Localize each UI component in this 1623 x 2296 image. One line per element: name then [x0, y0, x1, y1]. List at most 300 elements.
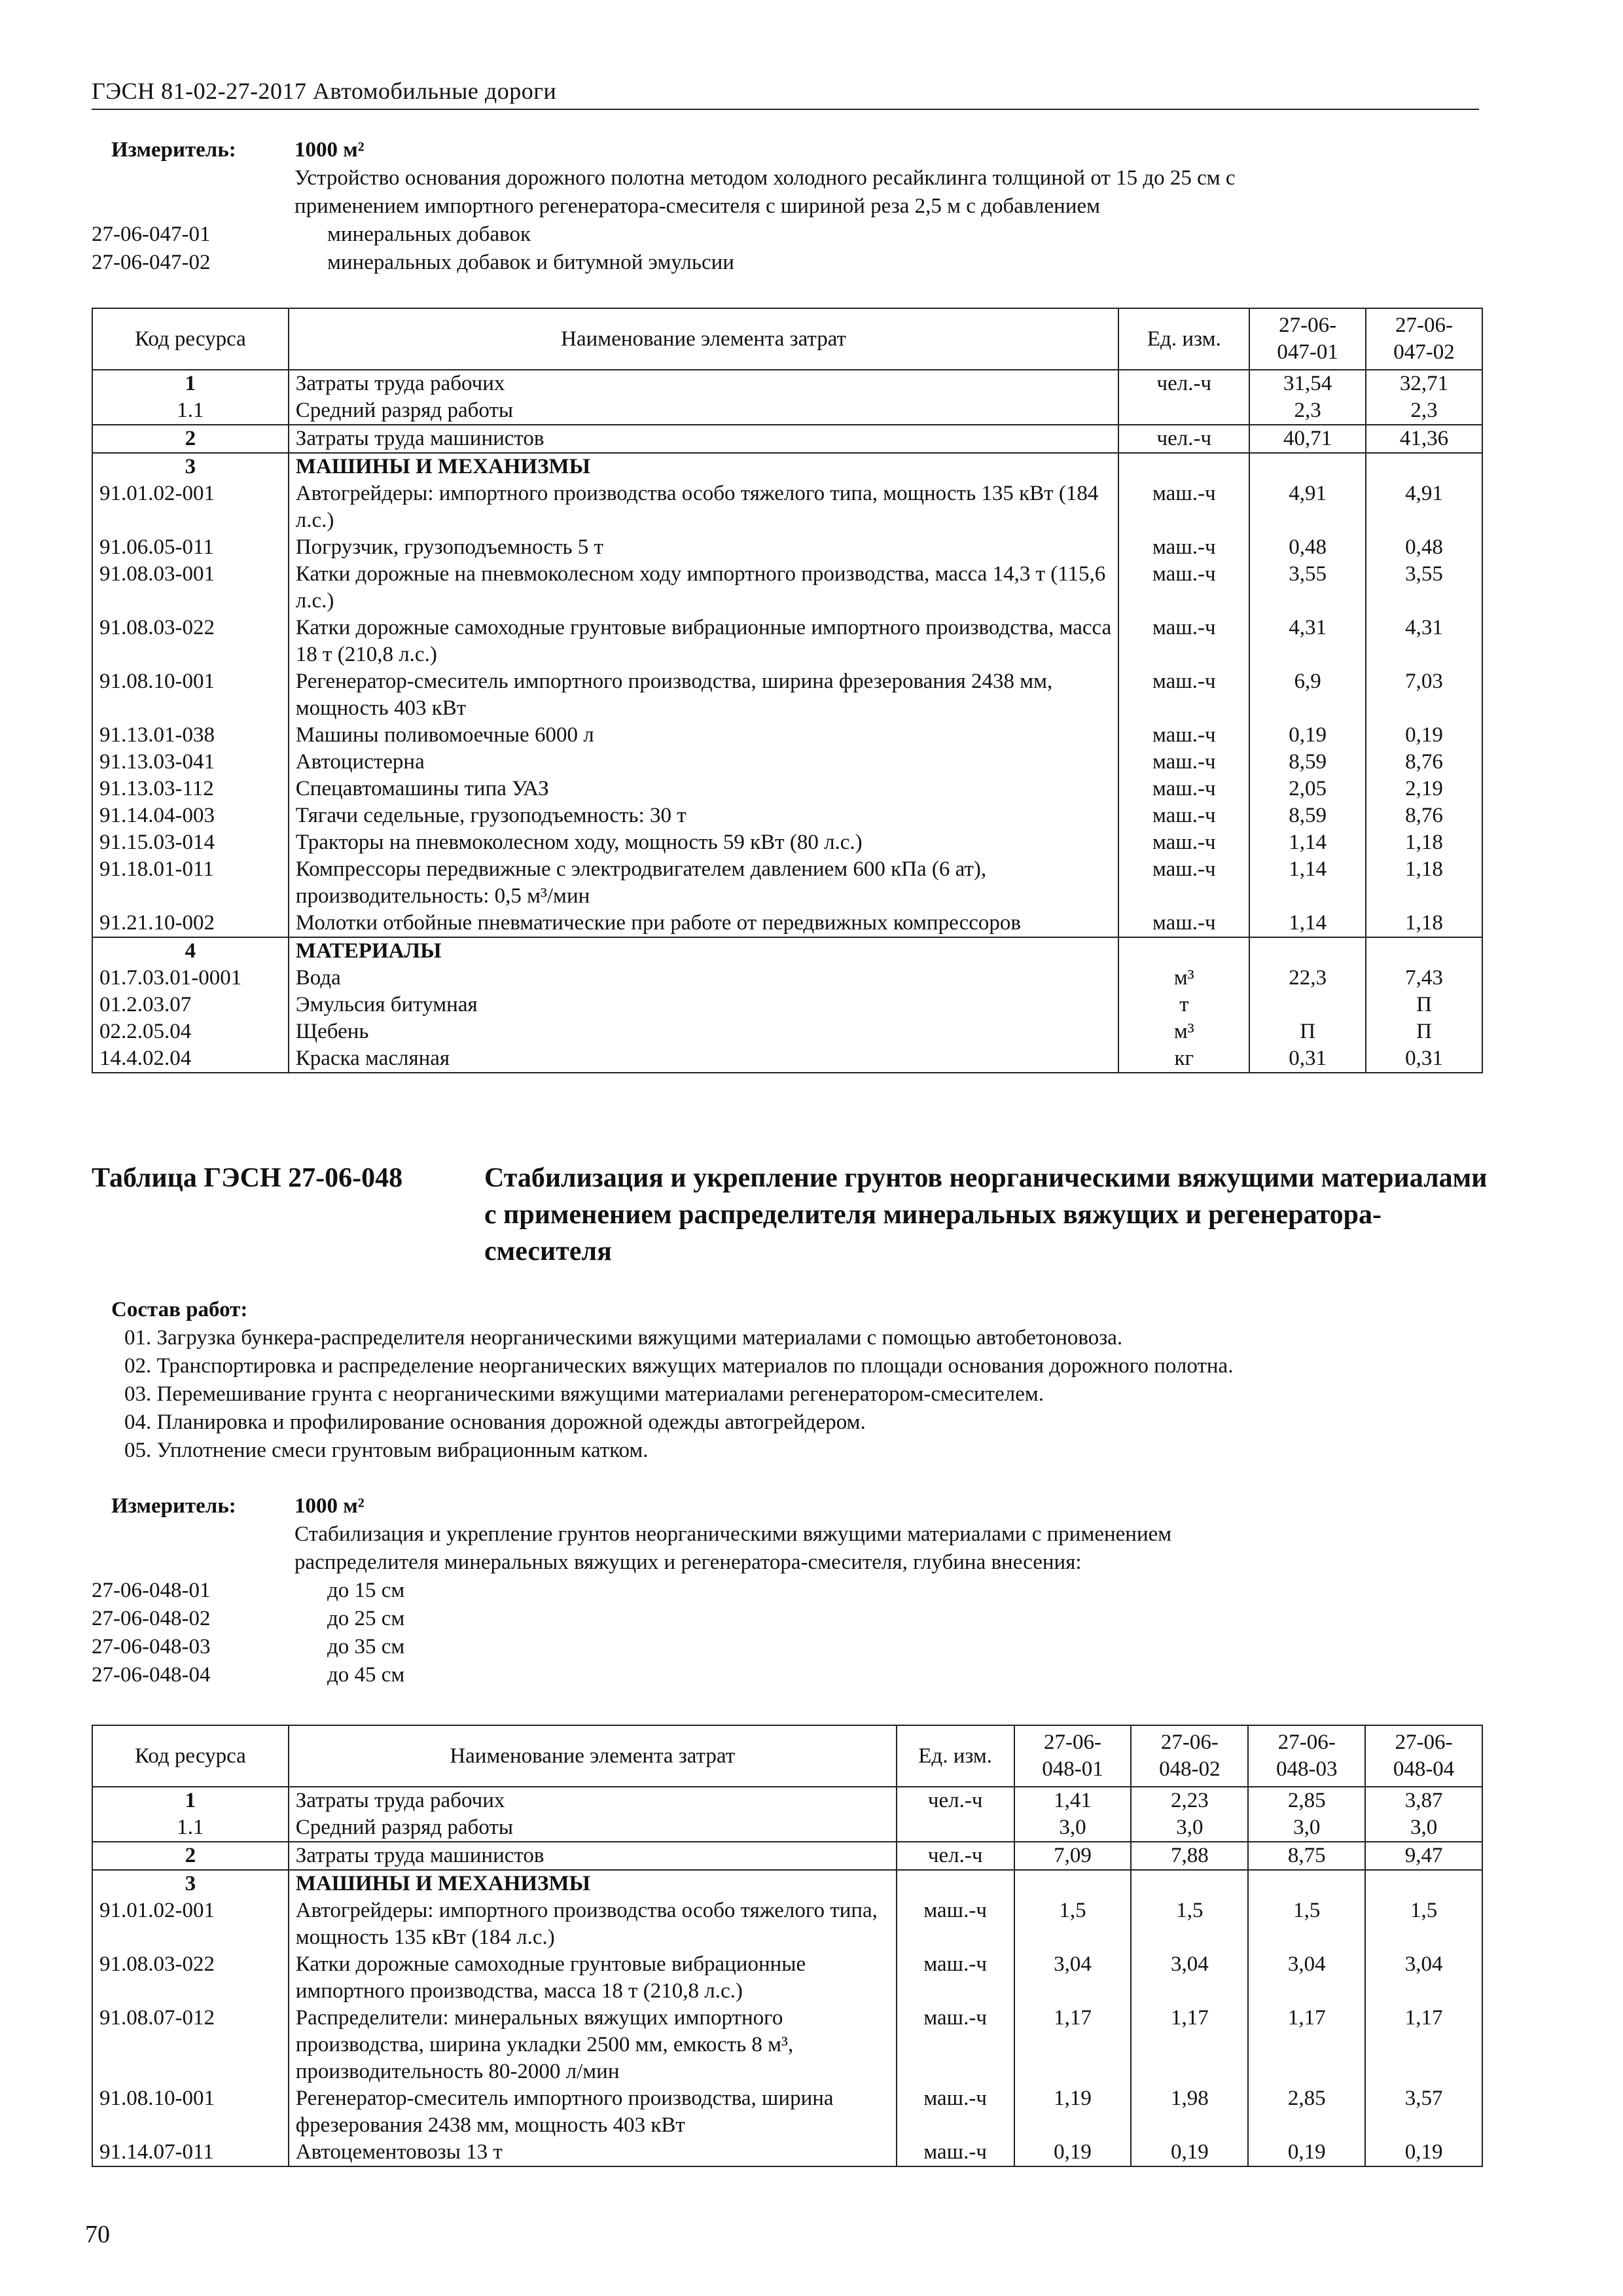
column-header: Ед. изм.	[897, 1725, 1014, 1787]
column-header: Код ресурса	[92, 1725, 289, 1787]
cell-text: 3,55	[1405, 562, 1443, 586]
cell-unit	[897, 1897, 1014, 1951]
cell-code	[92, 2005, 289, 2085]
cell-unit	[1118, 802, 1249, 829]
norm-variant: минеральных добавок	[327, 223, 531, 246]
cell-text: Тягачи седельные, грузоподъемность: 30 т	[295, 804, 687, 827]
cell-text: 91.01.02-001	[99, 1899, 215, 1922]
cell-unit	[1118, 722, 1249, 749]
cell-text: 0,19	[1170, 2140, 1209, 2164]
cell-text: П	[1416, 993, 1432, 1016]
cell-unit	[1118, 1045, 1249, 1073]
cell-value	[1014, 2139, 1132, 2166]
cell-text: 1,41	[1054, 1789, 1092, 1812]
cell-unit	[1118, 370, 1249, 397]
cell-text: 22,3	[1289, 966, 1327, 990]
table-row	[92, 2139, 1482, 2166]
cell-text: 3,57	[1404, 2087, 1443, 2110]
cell-value	[1365, 1814, 1482, 1842]
table-row	[92, 910, 1482, 937]
norm-variant: до 25 см	[327, 1607, 405, 1630]
cell-text: 2,05	[1289, 777, 1327, 800]
cell-v1	[1249, 1045, 1366, 1073]
cell-unit	[1118, 965, 1249, 992]
cell-text: 3,0	[1410, 1816, 1438, 1839]
cell-value	[1248, 1951, 1365, 2005]
cell-code	[92, 370, 289, 397]
norm-code: 27-06-047-01	[92, 223, 211, 246]
cell-text: Спецавтомашины типа УАЗ	[295, 777, 549, 800]
cell-text: маш.-ч	[923, 2140, 987, 2164]
table-row	[92, 1787, 1482, 1814]
cell-text: маш.-ч	[1152, 857, 1216, 881]
cell-unit	[1118, 856, 1249, 910]
cell-value	[1365, 2085, 1482, 2139]
cell-text: 3,0	[1176, 1816, 1204, 1839]
cell-text: 1,17	[1404, 2006, 1443, 2030]
cell-text: 91.01.02-001	[99, 482, 215, 505]
cell-v1	[1249, 776, 1366, 802]
cell-v1	[1249, 453, 1366, 480]
cell-text: маш.-ч	[923, 1899, 987, 1922]
cell-text: МАТЕРИАЛЫ	[295, 939, 442, 963]
cell-text: чел.-ч	[927, 1844, 983, 1867]
cell-v2	[1366, 937, 1482, 965]
table-row	[92, 829, 1482, 856]
cell-text: маш.-ч	[1152, 911, 1216, 935]
cell-unit	[897, 2139, 1014, 2166]
cell-text: 1,18	[1405, 831, 1443, 854]
cell-value	[1014, 2005, 1132, 2085]
cell-v1	[1249, 722, 1366, 749]
cell-name	[289, 1045, 1119, 1073]
cell-code	[92, 1787, 289, 1814]
table-row	[92, 749, 1482, 776]
table-row	[92, 480, 1482, 534]
cell-v1	[1249, 425, 1366, 453]
cell-code	[92, 397, 289, 425]
cell-value	[1365, 1870, 1482, 1897]
cell-text: 1,98	[1170, 2087, 1209, 2110]
cell-text: 1,17	[1287, 2006, 1326, 2030]
cell-text: 1,14	[1289, 911, 1327, 935]
cell-code	[92, 910, 289, 937]
table-row	[92, 937, 1482, 965]
cell-name	[289, 992, 1119, 1018]
cell-text: маш.-ч	[1152, 723, 1216, 747]
cell-v1	[1249, 480, 1366, 534]
cell-text: маш.-ч	[923, 1952, 987, 1976]
cell-text: 2,3	[1294, 399, 1321, 422]
work-description: применением импортного регенератора-смесителя с шириной реза 2,5 м с добавлением	[294, 194, 1101, 218]
cell-unit	[897, 1951, 1014, 2005]
cell-text: 2,85	[1287, 1789, 1326, 1812]
norm-code: 27-06-048-01	[92, 1579, 211, 1602]
cell-text: 2	[185, 427, 196, 450]
table-row	[92, 370, 1482, 397]
resource-table-1	[92, 308, 1483, 1073]
cell-code	[92, 776, 289, 802]
cell-text: 91.18.01-011	[99, 857, 214, 881]
cell-text: 91.21.10-002	[99, 911, 215, 935]
cell-v1	[1249, 856, 1366, 910]
cell-text: Регенератор-смеситель импортного производства, ширина фрезерования 2438 мм, мощность 403 кВт	[295, 2087, 834, 2137]
cell-text: 4,91	[1405, 482, 1443, 505]
cell-value	[1014, 2085, 1132, 2139]
cell-code	[92, 1897, 289, 1951]
column-header: Наименование элемента затрат	[289, 1725, 897, 1787]
cell-text: 2	[185, 1844, 196, 1867]
cell-name	[289, 1787, 897, 1814]
cell-v1	[1249, 829, 1366, 856]
table-row	[92, 453, 1482, 480]
cell-code	[92, 722, 289, 749]
cell-text: 1.1	[177, 399, 204, 422]
cell-text: 1	[185, 1789, 196, 1812]
cell-text: 91.08.10-001	[99, 2087, 215, 2110]
cell-text: Краска масляная	[295, 1047, 450, 1070]
cell-code	[92, 802, 289, 829]
cell-text: МАШИНЫ И МЕХАНИЗМЫ	[295, 455, 591, 478]
column-header: Наименование элемента затрат	[289, 308, 1119, 370]
cell-value	[1248, 1897, 1365, 1951]
cell-value	[1014, 1897, 1132, 1951]
cell-text: т	[1179, 993, 1189, 1016]
cell-text: Распределители: минеральных вяжущих импортного производства, ширина укладки 2500 мм, емкость 8 м³, производительность 80-2000 л/мин	[295, 2006, 794, 2083]
cell-text: маш.-ч	[1152, 670, 1216, 693]
cell-text: 8,59	[1289, 804, 1327, 827]
cell-unit	[1118, 615, 1249, 668]
cell-text: м³	[1173, 966, 1194, 990]
cell-code	[92, 668, 289, 722]
cell-value	[1248, 2139, 1365, 2166]
cell-unit	[897, 1787, 1014, 1814]
table-row	[92, 722, 1482, 749]
table-row	[92, 1842, 1482, 1870]
cell-v2	[1366, 1045, 1482, 1073]
running-header: ГЭСН 81-02-27-2017 Автомобильные дороги	[92, 77, 1479, 110]
table-row	[92, 802, 1482, 829]
cell-value	[1365, 1842, 1482, 1870]
cell-v2	[1366, 668, 1482, 722]
cell-text: Затраты труда машинистов	[295, 1844, 544, 1867]
cell-text: Щебень	[295, 1020, 369, 1043]
cell-text: 91.13.03-041	[99, 750, 215, 774]
cell-v2	[1366, 370, 1482, 397]
cell-unit	[897, 1842, 1014, 1870]
cell-text: 2,23	[1170, 1789, 1209, 1812]
cell-value	[1131, 1814, 1248, 1842]
cell-code	[92, 1951, 289, 2005]
cell-text: маш.-ч	[1152, 804, 1216, 827]
table-row	[92, 1018, 1482, 1045]
column-header: 27-06- 048-02	[1131, 1725, 1248, 1787]
cell-text: Затраты труда машинистов	[295, 427, 544, 450]
cell-unit	[897, 1814, 1014, 1842]
cell-value	[1131, 2085, 1248, 2139]
table-row	[92, 615, 1482, 668]
cell-text: 3	[185, 455, 196, 478]
cell-text: 14.4.02.04	[99, 1047, 192, 1070]
cell-text: 7,88	[1170, 1844, 1209, 1867]
table-row	[92, 2005, 1482, 2085]
cell-name	[289, 1951, 897, 2005]
cell-name	[289, 668, 1119, 722]
cell-v1	[1249, 370, 1366, 397]
cell-text: 4,91	[1289, 482, 1327, 505]
cell-unit	[897, 1870, 1014, 1897]
cell-text: м³	[1173, 1020, 1194, 1043]
cell-code	[92, 1842, 289, 1870]
cell-text: 7,43	[1405, 966, 1443, 990]
column-header: Код ресурса	[92, 308, 289, 370]
cell-v2	[1366, 910, 1482, 937]
norm-variant: до 35 см	[327, 1635, 405, 1659]
cell-text: 1,18	[1405, 857, 1443, 881]
cell-name	[289, 425, 1119, 453]
table-row	[92, 1870, 1482, 1897]
cell-v2	[1366, 749, 1482, 776]
cell-text: 1,5	[1293, 1899, 1321, 1922]
cell-text: 91.13.01-038	[99, 723, 215, 747]
cell-text: 91.13.03-112	[99, 777, 214, 800]
cell-text: МАШИНЫ И МЕХАНИЗМЫ	[295, 1872, 591, 1895]
cell-code	[92, 2139, 289, 2166]
cell-name	[289, 749, 1119, 776]
table-row	[92, 992, 1482, 1018]
cell-value	[1248, 2085, 1365, 2139]
norm-code: 27-06-047-02	[92, 251, 211, 274]
cell-text: Автоцистерна	[295, 750, 425, 774]
norm-code: 27-06-048-02	[92, 1607, 211, 1630]
table-row	[92, 668, 1482, 722]
cell-text: 91.08.07-012	[99, 2006, 215, 2030]
cell-text: 40,71	[1283, 427, 1332, 450]
cell-value	[1248, 1870, 1365, 1897]
cell-name	[289, 776, 1119, 802]
cell-text: Машины поливомоечные 6000 л	[295, 723, 594, 747]
cell-v1	[1249, 534, 1366, 561]
cell-code	[92, 1870, 289, 1897]
cell-value	[1365, 1897, 1482, 1951]
composition-item: 01. Загрузка бункера-распределителя неорганическими вяжущими материалами с помощью автобетоновоза.	[124, 1326, 1123, 1350]
cell-v2	[1366, 453, 1482, 480]
composition-item: 02. Транспортировка и распределение неорганических вяжущих материалов по площади основания дорожного полотна.	[124, 1354, 1234, 1378]
cell-text: 1,17	[1054, 2006, 1092, 2030]
cell-v1	[1249, 1018, 1366, 1045]
cell-v1	[1249, 910, 1366, 937]
table-row	[92, 1951, 1482, 2005]
work-description: распределителя минеральных вяжущих и регенератора-смесителя, глубина внесения:	[294, 1551, 1082, 1574]
norm-code: 27-06-048-03	[92, 1635, 211, 1659]
cell-code	[92, 480, 289, 534]
page-number: 70	[85, 2221, 110, 2248]
cell-value	[1365, 2005, 1482, 2085]
cell-text: маш.-ч	[1152, 535, 1216, 559]
cell-text: 3,04	[1404, 1952, 1443, 1976]
norm-code: 27-06-048-04	[92, 1663, 211, 1687]
measurer-label: Измеритель:	[111, 1494, 236, 1518]
cell-text: 0,48	[1405, 535, 1443, 559]
cell-text: Катки дорожные самоходные грунтовые вибрационные импортного производства, масса 18 т (210,8 л.с.)	[295, 1952, 806, 2003]
cell-text: 32,71	[1399, 372, 1449, 395]
table-title: Стабилизация и укрепление грунтов неорганическими вяжущими материалами с применением распределителя минеральных вяжущих и регенератора-смесителя	[484, 1163, 1488, 1266]
cell-text: Катки дорожные самоходные грунтовые вибрационные импортного производства, масса 18 т (210,8 л.с.)	[295, 616, 1112, 666]
cell-text: 1,14	[1289, 857, 1327, 881]
cell-text: 4,31	[1289, 616, 1327, 639]
cell-code	[92, 1018, 289, 1045]
cell-v2	[1366, 425, 1482, 453]
cell-text: кг	[1174, 1047, 1194, 1070]
cell-name	[289, 1018, 1119, 1045]
table-title-block	[92, 1160, 1492, 1270]
cell-code	[92, 749, 289, 776]
cell-text: Молотки отбойные пневматические при работе от передвижных компрессоров	[295, 911, 1021, 935]
cell-value	[1131, 1951, 1248, 2005]
measurer-unit: 1000 м²	[294, 1494, 365, 1518]
cell-v2	[1366, 992, 1482, 1018]
cell-text: 0,19	[1054, 2140, 1092, 2164]
cell-text: 02.2.05.04	[99, 1020, 192, 1043]
composition-header: Состав работ:	[111, 1298, 248, 1321]
measurer-block-2	[92, 1492, 1479, 1689]
cell-text: чел.-ч	[1156, 427, 1212, 450]
cell-unit	[1118, 397, 1249, 425]
cell-text: 7,03	[1405, 670, 1443, 693]
cell-unit	[897, 2085, 1014, 2139]
composition-item: 03. Перемешивание грунта с неорганическими вяжущими материалами регенератором-смесителем.	[124, 1382, 1044, 1406]
cell-name	[289, 1814, 897, 1842]
cell-text: 0,31	[1289, 1047, 1327, 1070]
cell-value	[1131, 1842, 1248, 1870]
cell-name	[289, 2005, 897, 2085]
cell-v1	[1249, 561, 1366, 615]
cell-value	[1014, 1814, 1132, 1842]
cell-text: 91.14.04-003	[99, 804, 215, 827]
cell-value	[1365, 2139, 1482, 2166]
cell-text: 1	[185, 372, 196, 395]
cell-text: 8,76	[1405, 804, 1443, 827]
cell-text: 01.7.03.01-0001	[99, 966, 242, 990]
cell-text: 3,87	[1404, 1789, 1443, 1812]
cell-v2	[1366, 856, 1482, 910]
cell-text: 1.1	[177, 1816, 204, 1839]
cell-v1	[1249, 802, 1366, 829]
cell-unit	[1118, 480, 1249, 534]
measurer-unit: 1000 м²	[294, 138, 365, 162]
cell-text: Средний разряд работы	[295, 399, 514, 422]
cell-unit	[1118, 1018, 1249, 1045]
cell-text: Катки дорожные на пневмоколесном ходу импортного производства, масса 14,3 т (115,6 л.с.)	[295, 562, 1106, 613]
cell-v2	[1366, 722, 1482, 749]
cell-text: 1,5	[1410, 1899, 1438, 1922]
cell-unit	[1118, 534, 1249, 561]
cell-text: П	[1416, 1020, 1432, 1043]
table-number: Таблица ГЭСН 27-06-048	[92, 1163, 403, 1193]
cell-text: 9,47	[1404, 1844, 1443, 1867]
column-header: 27-06- 047-02	[1366, 308, 1482, 370]
cell-unit	[1118, 561, 1249, 615]
cell-text: Компрессоры передвижные с электродвигателем давлением 600 кПа (6 ат), производительность: 0,5 м³/мин	[295, 857, 987, 908]
cell-unit	[897, 2005, 1014, 2085]
cell-name	[289, 937, 1119, 965]
cell-v1	[1249, 937, 1366, 965]
cell-name	[289, 1897, 897, 1951]
cell-text: 3,04	[1287, 1952, 1326, 1976]
column-header: 27-06- 048-04	[1365, 1725, 1482, 1787]
cell-value	[1131, 1787, 1248, 1814]
cell-value	[1131, 1897, 1248, 1951]
cell-v2	[1366, 480, 1482, 534]
resource-table-2	[92, 1725, 1483, 2167]
cell-text: 4,31	[1405, 616, 1443, 639]
column-header: Ед. изм.	[1118, 308, 1249, 370]
table-row	[92, 2085, 1482, 2139]
cell-value	[1014, 1787, 1132, 1814]
cell-name	[289, 722, 1119, 749]
cell-code	[92, 856, 289, 910]
norm-variant: минеральных добавок и битумной эмульсии	[327, 251, 734, 274]
cell-text: 2,3	[1410, 399, 1438, 422]
cell-text: Эмульсия битумная	[295, 993, 478, 1016]
cell-name	[289, 856, 1119, 910]
cell-value	[1365, 1951, 1482, 2005]
cell-code	[92, 992, 289, 1018]
cell-text: маш.-ч	[1152, 777, 1216, 800]
cell-text: 6,9	[1294, 670, 1321, 693]
cell-code	[92, 453, 289, 480]
cell-value	[1248, 2005, 1365, 2085]
cell-value	[1131, 2139, 1248, 2166]
cell-unit	[1118, 829, 1249, 856]
cell-v2	[1366, 776, 1482, 802]
cell-text: 3,0	[1293, 1816, 1321, 1839]
cell-text: П	[1300, 1020, 1316, 1043]
measurer-block-1	[92, 136, 1479, 277]
cell-text: 0,19	[1289, 723, 1327, 747]
cell-unit	[1118, 992, 1249, 1018]
cell-text: чел.-ч	[927, 1789, 983, 1812]
table-row	[92, 1045, 1482, 1073]
cell-v1	[1249, 668, 1366, 722]
table-row	[92, 397, 1482, 425]
cell-text: Тракторы на пневмоколесном ходу, мощность 59 кВт (80 л.с.)	[295, 831, 863, 854]
cell-code	[92, 425, 289, 453]
cell-name	[289, 480, 1119, 534]
cell-unit	[1118, 749, 1249, 776]
cell-name	[289, 561, 1119, 615]
cell-text: 0,31	[1405, 1047, 1443, 1070]
work-description: Стабилизация и укрепление грунтов неорганическими вяжущими материалами с применением	[294, 1522, 1172, 1546]
cell-name	[289, 829, 1119, 856]
cell-text: Автоцементовозы 13 т	[295, 2140, 503, 2164]
cell-text: 3,04	[1170, 1952, 1209, 1976]
cell-value	[1014, 1842, 1132, 1870]
cell-v1	[1249, 965, 1366, 992]
work-composition	[92, 1296, 1479, 1465]
cell-text: маш.-ч	[1152, 831, 1216, 854]
cell-text: 3	[185, 1872, 196, 1895]
cell-text: 1,5	[1176, 1899, 1204, 1922]
cell-text: 4	[185, 939, 196, 963]
cell-unit	[1118, 453, 1249, 480]
cell-text: 1,14	[1289, 831, 1327, 854]
cell-text: 0,48	[1289, 535, 1327, 559]
table-row	[92, 1897, 1482, 1951]
cell-name	[289, 965, 1119, 992]
cell-code	[92, 615, 289, 668]
norm-variant: до 45 см	[327, 1663, 405, 1687]
